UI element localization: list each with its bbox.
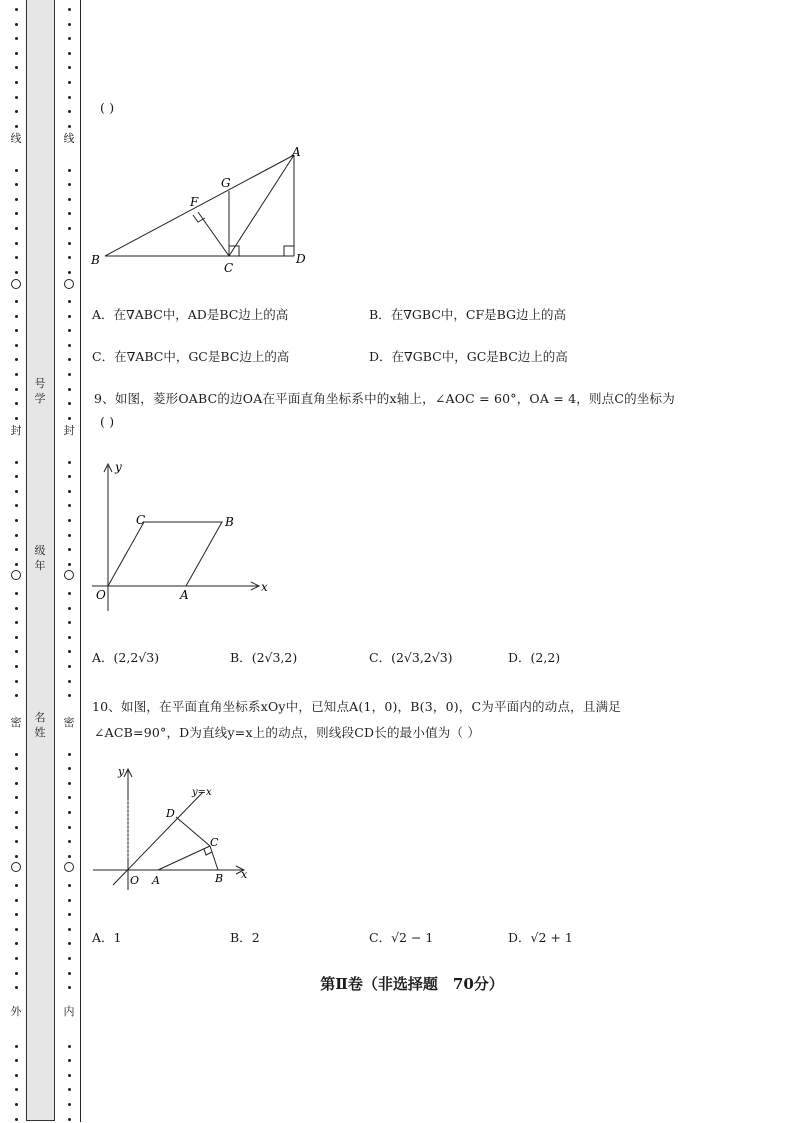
margin-dot bbox=[15, 592, 18, 595]
margin-dot bbox=[15, 913, 18, 916]
margin-dot bbox=[68, 315, 71, 318]
margin-dot bbox=[68, 1088, 71, 1091]
margin-dot bbox=[68, 125, 71, 128]
margin-dot bbox=[15, 300, 18, 303]
margin-dot bbox=[68, 96, 71, 99]
margin-dot bbox=[68, 344, 71, 347]
grade-label: 级 年 bbox=[34, 544, 46, 572]
margin-dot bbox=[68, 198, 71, 201]
margin-dot bbox=[15, 548, 18, 551]
q8-triangle-figure bbox=[88, 142, 318, 277]
margin-dot bbox=[15, 942, 18, 945]
margin-dot bbox=[68, 840, 71, 843]
outer-circle bbox=[11, 570, 21, 580]
margin-dot bbox=[68, 592, 71, 595]
margin-dot bbox=[15, 665, 18, 668]
margin-dot bbox=[68, 650, 71, 653]
margin-dot bbox=[15, 1103, 18, 1106]
q10-label-O: O bbox=[130, 874, 140, 887]
q8-option-d[interactable]: D．在∇GBC中，GC是BC边上的高 bbox=[369, 349, 568, 364]
margin-dot bbox=[15, 402, 18, 405]
margin-dot bbox=[15, 928, 18, 931]
margin-dot bbox=[15, 1074, 18, 1077]
margin-dot bbox=[15, 650, 18, 653]
margin-dot bbox=[68, 534, 71, 537]
margin-dot bbox=[68, 928, 71, 931]
margin-dot bbox=[15, 8, 18, 11]
margin-dot bbox=[68, 37, 71, 40]
margin-dot bbox=[15, 840, 18, 843]
margin-dot bbox=[68, 899, 71, 902]
margin-dot bbox=[68, 110, 71, 113]
q8-label-C: C bbox=[224, 261, 234, 275]
q9-option-d[interactable]: D．(2,2) bbox=[508, 650, 561, 665]
margin-dot bbox=[68, 753, 71, 756]
margin-dot bbox=[68, 169, 71, 172]
margin-dot bbox=[15, 753, 18, 756]
margin-dot bbox=[68, 1118, 71, 1121]
margin-dot bbox=[68, 607, 71, 610]
inner-label-nei: 内 bbox=[63, 1005, 75, 1018]
q8-option-b[interactable]: B．在∇GBC中，CF是BG边上的高 bbox=[369, 307, 567, 322]
margin-dot bbox=[68, 23, 71, 26]
margin-dot bbox=[68, 402, 71, 405]
margin-dot bbox=[15, 66, 18, 69]
q10-option-b[interactable]: B．2 bbox=[230, 930, 260, 945]
margin-dot bbox=[68, 1103, 71, 1106]
outer-dotted-line bbox=[12, 0, 20, 1123]
q8-label-B: B bbox=[91, 253, 100, 267]
q10-label-x: x bbox=[241, 868, 248, 881]
margin-dot bbox=[15, 125, 18, 128]
margin-dot bbox=[15, 957, 18, 960]
margin-dot bbox=[15, 198, 18, 201]
inner-circle bbox=[64, 570, 74, 580]
q10-label-C: C bbox=[210, 836, 219, 849]
margin-dot bbox=[68, 826, 71, 829]
margin-dot bbox=[15, 884, 18, 887]
margin-dot bbox=[15, 96, 18, 99]
q10-coordinate-figure bbox=[88, 760, 258, 895]
margin-dot bbox=[15, 1045, 18, 1048]
q10-option-d[interactable]: D．√2 + 1 bbox=[508, 930, 573, 945]
q9-label-B: B bbox=[225, 515, 234, 529]
margin-dot bbox=[68, 519, 71, 522]
margin-dot bbox=[15, 767, 18, 770]
margin-dot bbox=[15, 563, 18, 566]
q10-stem-line1: 10、如图，在平面直角坐标系xOy中，已知点A(1，0)，B(3，0)，C为平面内的动点，且满足 bbox=[92, 699, 621, 714]
margin-dot bbox=[68, 504, 71, 507]
margin-dot bbox=[68, 417, 71, 420]
margin-dot bbox=[15, 315, 18, 318]
margin-dot bbox=[68, 563, 71, 566]
margin-dot bbox=[68, 665, 71, 668]
margin-dot bbox=[68, 358, 71, 361]
margin-dot bbox=[15, 358, 18, 361]
inner-label-mi: 密 bbox=[63, 716, 75, 729]
q10-option-c[interactable]: C．√2 − 1 bbox=[369, 930, 434, 945]
q10-stem-line2: ∠ACB=90°，D为直线y=x上的动点，则线段CD长的最小值为（ ） bbox=[94, 725, 481, 740]
margin-dot bbox=[15, 183, 18, 186]
margin-dot bbox=[15, 169, 18, 172]
margin-dot bbox=[15, 242, 18, 245]
margin-dot bbox=[15, 490, 18, 493]
q8-answer-blank: ( ) bbox=[100, 100, 115, 115]
margin-dot bbox=[15, 344, 18, 347]
q9-stem-line1: 9、如图，菱形OABC的边OA在平面直角坐标系中的x轴上，∠AOC = 60°，OA = 4，则点C的坐标为 bbox=[94, 391, 675, 406]
q9-label-x: x bbox=[261, 580, 268, 594]
margin-dot bbox=[68, 300, 71, 303]
outer-label-feng: 封 bbox=[10, 424, 22, 437]
margin-dot bbox=[68, 256, 71, 259]
q10-label-y: y bbox=[118, 765, 125, 778]
margin-dot bbox=[15, 826, 18, 829]
margin-dot bbox=[15, 811, 18, 814]
q9-label-A: A bbox=[180, 588, 189, 602]
q9-label-y: y bbox=[115, 460, 122, 474]
margin-dot bbox=[68, 694, 71, 697]
outer-label-xian: 线 bbox=[10, 132, 22, 145]
inner-circle bbox=[64, 862, 74, 872]
margin-dot bbox=[15, 782, 18, 785]
margin-dot bbox=[15, 23, 18, 26]
q9-option-c[interactable]: C．(2√3,2√3) bbox=[369, 650, 453, 665]
margin-dot bbox=[15, 52, 18, 55]
margin-dot bbox=[68, 183, 71, 186]
margin-dot bbox=[15, 694, 18, 697]
margin-dot bbox=[68, 81, 71, 84]
q9-rhombus-figure bbox=[88, 456, 278, 616]
margin-dot bbox=[68, 66, 71, 69]
margin-dot bbox=[68, 227, 71, 230]
margin-dot bbox=[15, 110, 18, 113]
margin-dot bbox=[15, 504, 18, 507]
margin-dot bbox=[15, 636, 18, 639]
margin-dot bbox=[15, 607, 18, 610]
inner-circle bbox=[64, 279, 74, 289]
margin-dot bbox=[68, 884, 71, 887]
inner-label-xian: 线 bbox=[63, 132, 75, 145]
margin-dot bbox=[68, 942, 71, 945]
margin-dot bbox=[68, 796, 71, 799]
section-title: 第Ⅱ卷（非选择题 70分） bbox=[320, 975, 504, 993]
margin-dot bbox=[68, 490, 71, 493]
outer-label-mi: 密 bbox=[10, 716, 22, 729]
student-number-label: 号 学 bbox=[34, 377, 46, 405]
margin-dot bbox=[68, 957, 71, 960]
outer-circle bbox=[11, 279, 21, 289]
margin-dot bbox=[15, 271, 18, 274]
margin-dot bbox=[15, 621, 18, 624]
margin-dot bbox=[68, 373, 71, 376]
q10-label-D: D bbox=[166, 807, 175, 820]
margin-dot bbox=[15, 475, 18, 478]
q8-label-G: G bbox=[221, 176, 231, 190]
margin-dot bbox=[15, 1059, 18, 1062]
margin-dot bbox=[15, 461, 18, 464]
margin-dot bbox=[68, 782, 71, 785]
margin-dot bbox=[15, 519, 18, 522]
margin-dot bbox=[15, 417, 18, 420]
margin-dot bbox=[68, 329, 71, 332]
q9-option-a[interactable]: A．(2,2√3) bbox=[92, 650, 160, 665]
margin-dot bbox=[68, 855, 71, 858]
margin-dot bbox=[15, 1088, 18, 1091]
margin-dot bbox=[15, 388, 18, 391]
outer-label-wai: 外 bbox=[10, 1005, 22, 1018]
margin-dot bbox=[68, 1045, 71, 1048]
margin-dot bbox=[15, 796, 18, 799]
binding-margin bbox=[0, 0, 82, 1123]
q9-stem-line2: ( ) bbox=[100, 414, 115, 429]
q8-label-D: D bbox=[296, 252, 306, 266]
margin-dot bbox=[15, 373, 18, 376]
margin-dot bbox=[15, 534, 18, 537]
outer-circle bbox=[11, 862, 21, 872]
margin-dot bbox=[68, 1074, 71, 1077]
margin-dot bbox=[15, 37, 18, 40]
margin-dot bbox=[68, 811, 71, 814]
margin-dot bbox=[68, 548, 71, 551]
name-label: 名 姓 bbox=[34, 711, 46, 739]
margin-dot bbox=[15, 899, 18, 902]
inner-label-feng: 封 bbox=[63, 424, 75, 437]
inner-seal-line bbox=[80, 0, 81, 1122]
q9-label-O: O bbox=[96, 588, 106, 602]
q8-option-c[interactable]: C．在∇ABC中，GC是BC边上的高 bbox=[92, 349, 290, 364]
inner-dotted-line bbox=[65, 0, 73, 1123]
margin-dot bbox=[15, 212, 18, 215]
margin-dot bbox=[15, 81, 18, 84]
margin-dot bbox=[68, 461, 71, 464]
margin-dot bbox=[15, 855, 18, 858]
q8-option-a[interactable]: A．在∇ABC中，AD是BC边上的高 bbox=[92, 307, 289, 322]
margin-dot bbox=[68, 680, 71, 683]
margin-dot bbox=[68, 8, 71, 11]
margin-dot bbox=[68, 1059, 71, 1062]
margin-dot bbox=[68, 636, 71, 639]
margin-dot bbox=[68, 767, 71, 770]
q8-label-F: F bbox=[190, 195, 199, 209]
q8-label-A: A bbox=[292, 145, 301, 159]
margin-dot bbox=[68, 621, 71, 624]
margin-dot bbox=[15, 1118, 18, 1121]
margin-dot bbox=[68, 271, 71, 274]
margin-dot bbox=[68, 52, 71, 55]
margin-dot bbox=[15, 680, 18, 683]
q9-label-C: C bbox=[136, 513, 146, 527]
margin-dot bbox=[15, 227, 18, 230]
margin-dot bbox=[15, 329, 18, 332]
margin-dot bbox=[68, 913, 71, 916]
q9-option-b[interactable]: B．(2√3,2) bbox=[230, 650, 298, 665]
margin-dot bbox=[68, 212, 71, 215]
q10-label-A: A bbox=[152, 874, 160, 887]
q10-label-B: B bbox=[215, 872, 224, 885]
margin-dot bbox=[68, 388, 71, 391]
margin-dot bbox=[68, 475, 71, 478]
q10-option-a[interactable]: A．1 bbox=[92, 930, 122, 945]
margin-dot bbox=[15, 256, 18, 259]
margin-dot bbox=[68, 242, 71, 245]
q10-line-label: y=x bbox=[192, 787, 212, 798]
